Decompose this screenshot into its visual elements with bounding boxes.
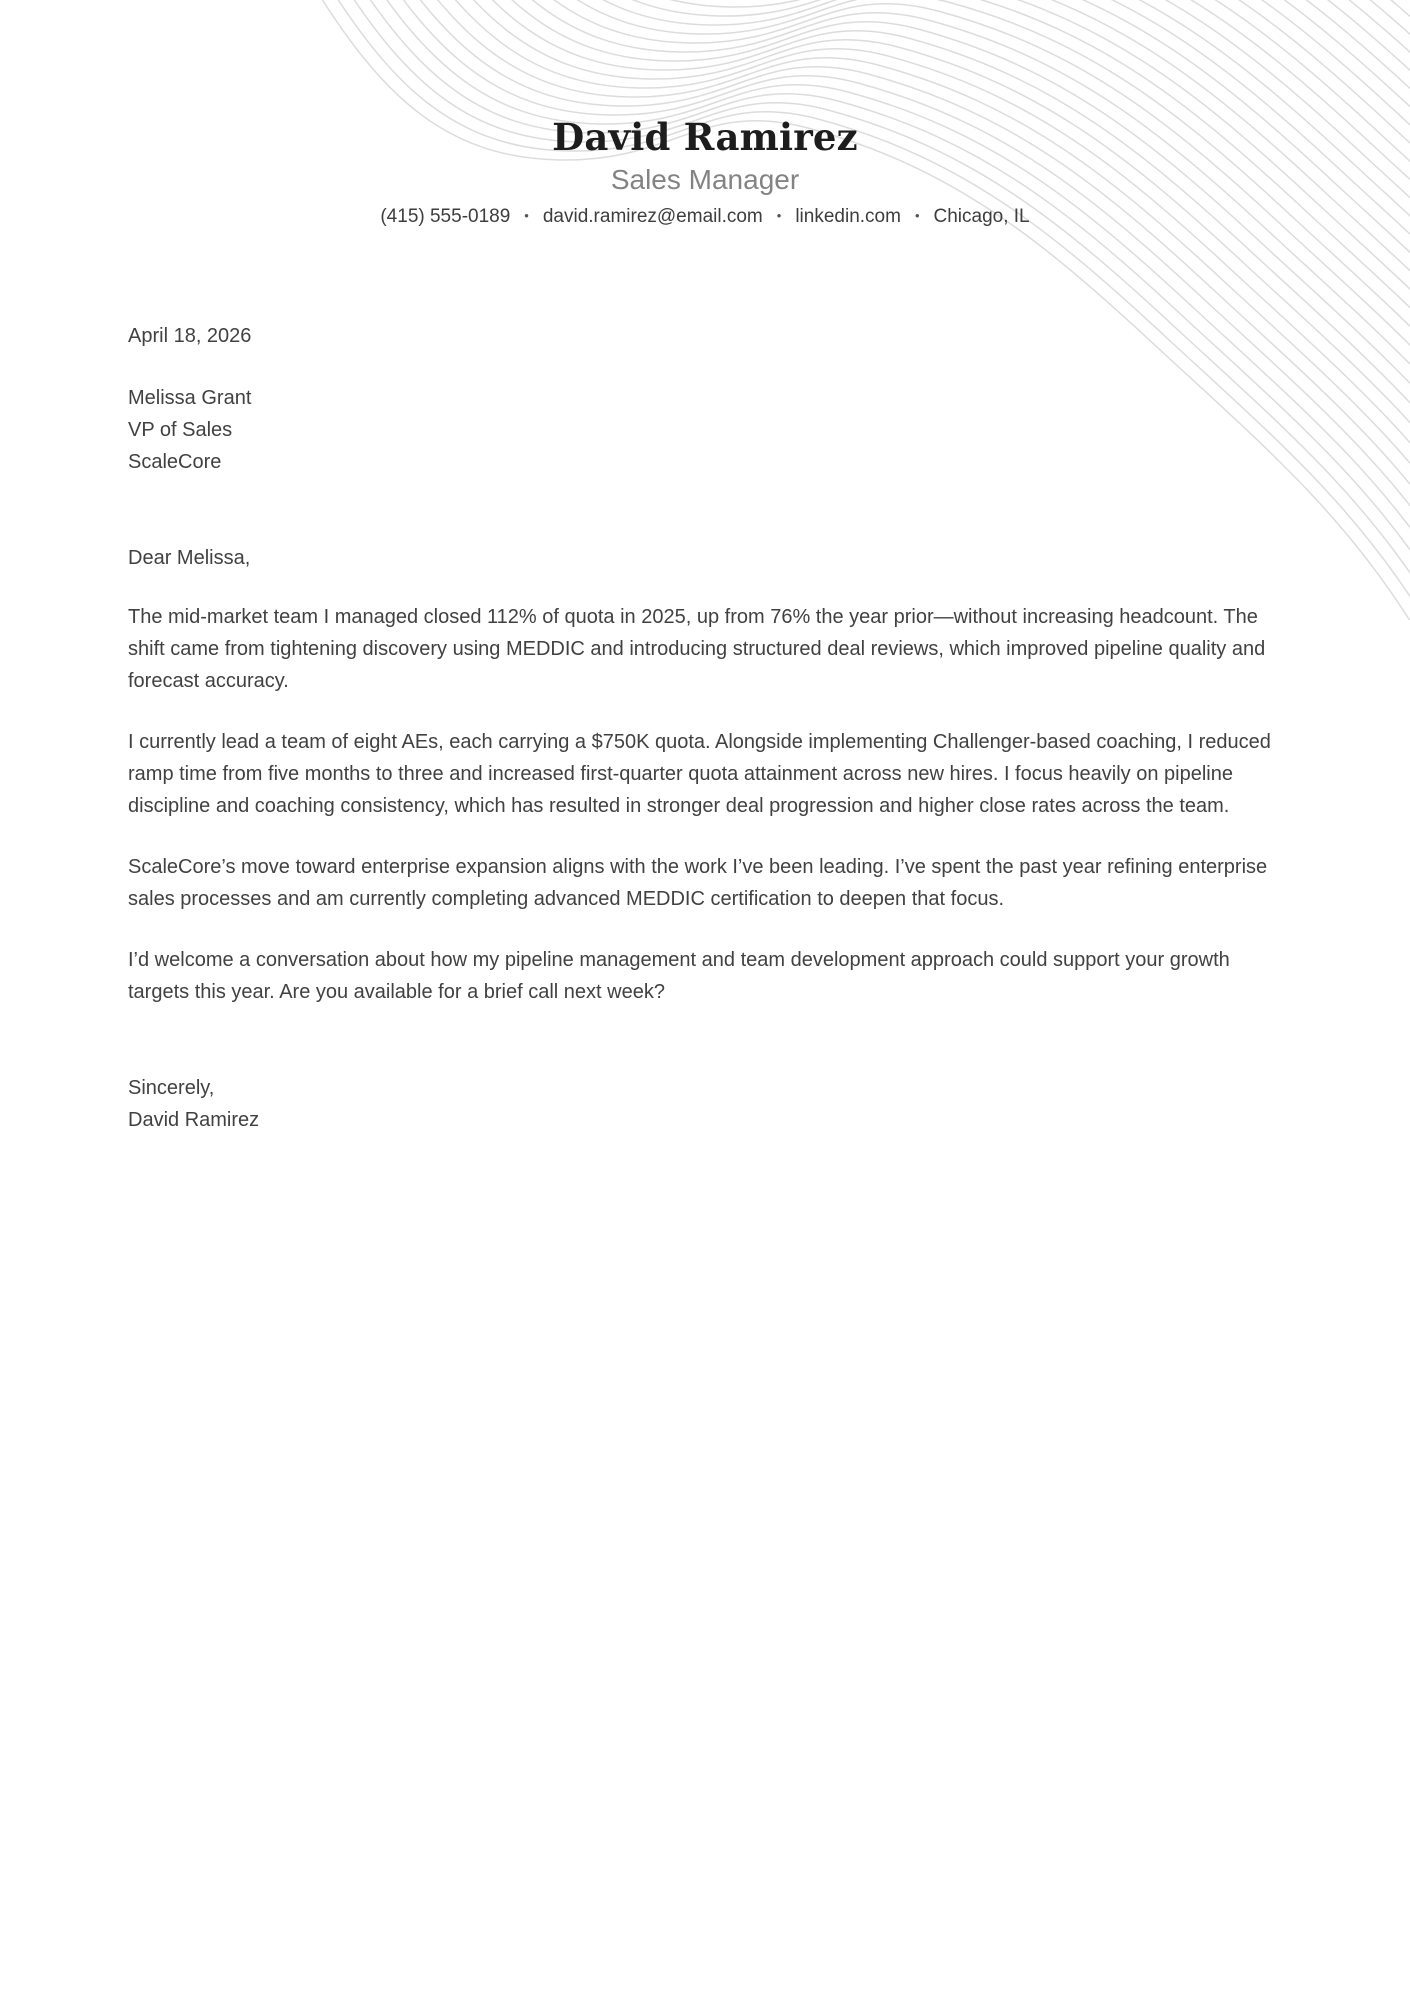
letter-header — [0, 0, 1410, 230]
signature-name: David Ramirez — [128, 1109, 260, 1131]
recipient-title: VP of Sales — [128, 419, 233, 441]
bullet-separator-icon: • — [914, 208, 920, 223]
closing-block — [128, 1072, 1286, 1136]
body-paragraph: I currently lead a team of eight AEs, each carrying a $750K quota. Alongside implementing Challenger-based coaching, I reduced ramp time from five months to three and increased first-quarter quota attainment across new hires. I focus heavily on pipeline discipline and coaching consistency, which has resulted in stronger deal progression and higher close rates across the team. — [128, 731, 1271, 817]
contact-website[interactable]: linkedin.com — [795, 206, 901, 227]
body-paragraph: ScaleCore’s move toward enterprise expansion aligns with the work I’ve been leading. I’ve spent the past year refining enterprise sales processes and am currently completing advanced MEDDIC certification to deepen that focus. — [128, 856, 1268, 910]
salutation: Dear Melissa, — [128, 547, 251, 569]
recipient-block — [128, 382, 1286, 478]
recipient-company: ScaleCore — [128, 451, 222, 473]
contact-email[interactable]: david.ramirez@email.com — [542, 206, 763, 227]
page-title: David Ramirez — [552, 115, 858, 159]
contact-line — [0, 203, 1410, 230]
letter-body — [0, 320, 1410, 1136]
body-paragraph: The mid-market team I managed closed 112% of quota in 2025, up from 76% the year prior—without increasing headcount. The shift came from tightening discovery using MEDDIC and introducing structured deal reviews, which improved pipeline quality and forecast accuracy. — [128, 606, 1266, 692]
bullet-separator-icon: • — [524, 208, 529, 223]
body-paragraph: I’d welcome a conversation about how my pipeline management and team development approach could support your growth targets this year. Are you available for a brief call next week? — [128, 949, 1230, 1003]
closing-word: Sincerely, — [128, 1077, 215, 1099]
job-title: Sales Manager — [610, 164, 800, 195]
bullet-separator-icon: • — [776, 208, 782, 223]
contact-phone: (415) 555-0189 — [380, 206, 511, 227]
contact-location: Chicago, IL — [933, 206, 1030, 227]
letter-date: April 18, 2026 — [128, 325, 252, 347]
recipient-name: Melissa Grant — [128, 387, 252, 409]
